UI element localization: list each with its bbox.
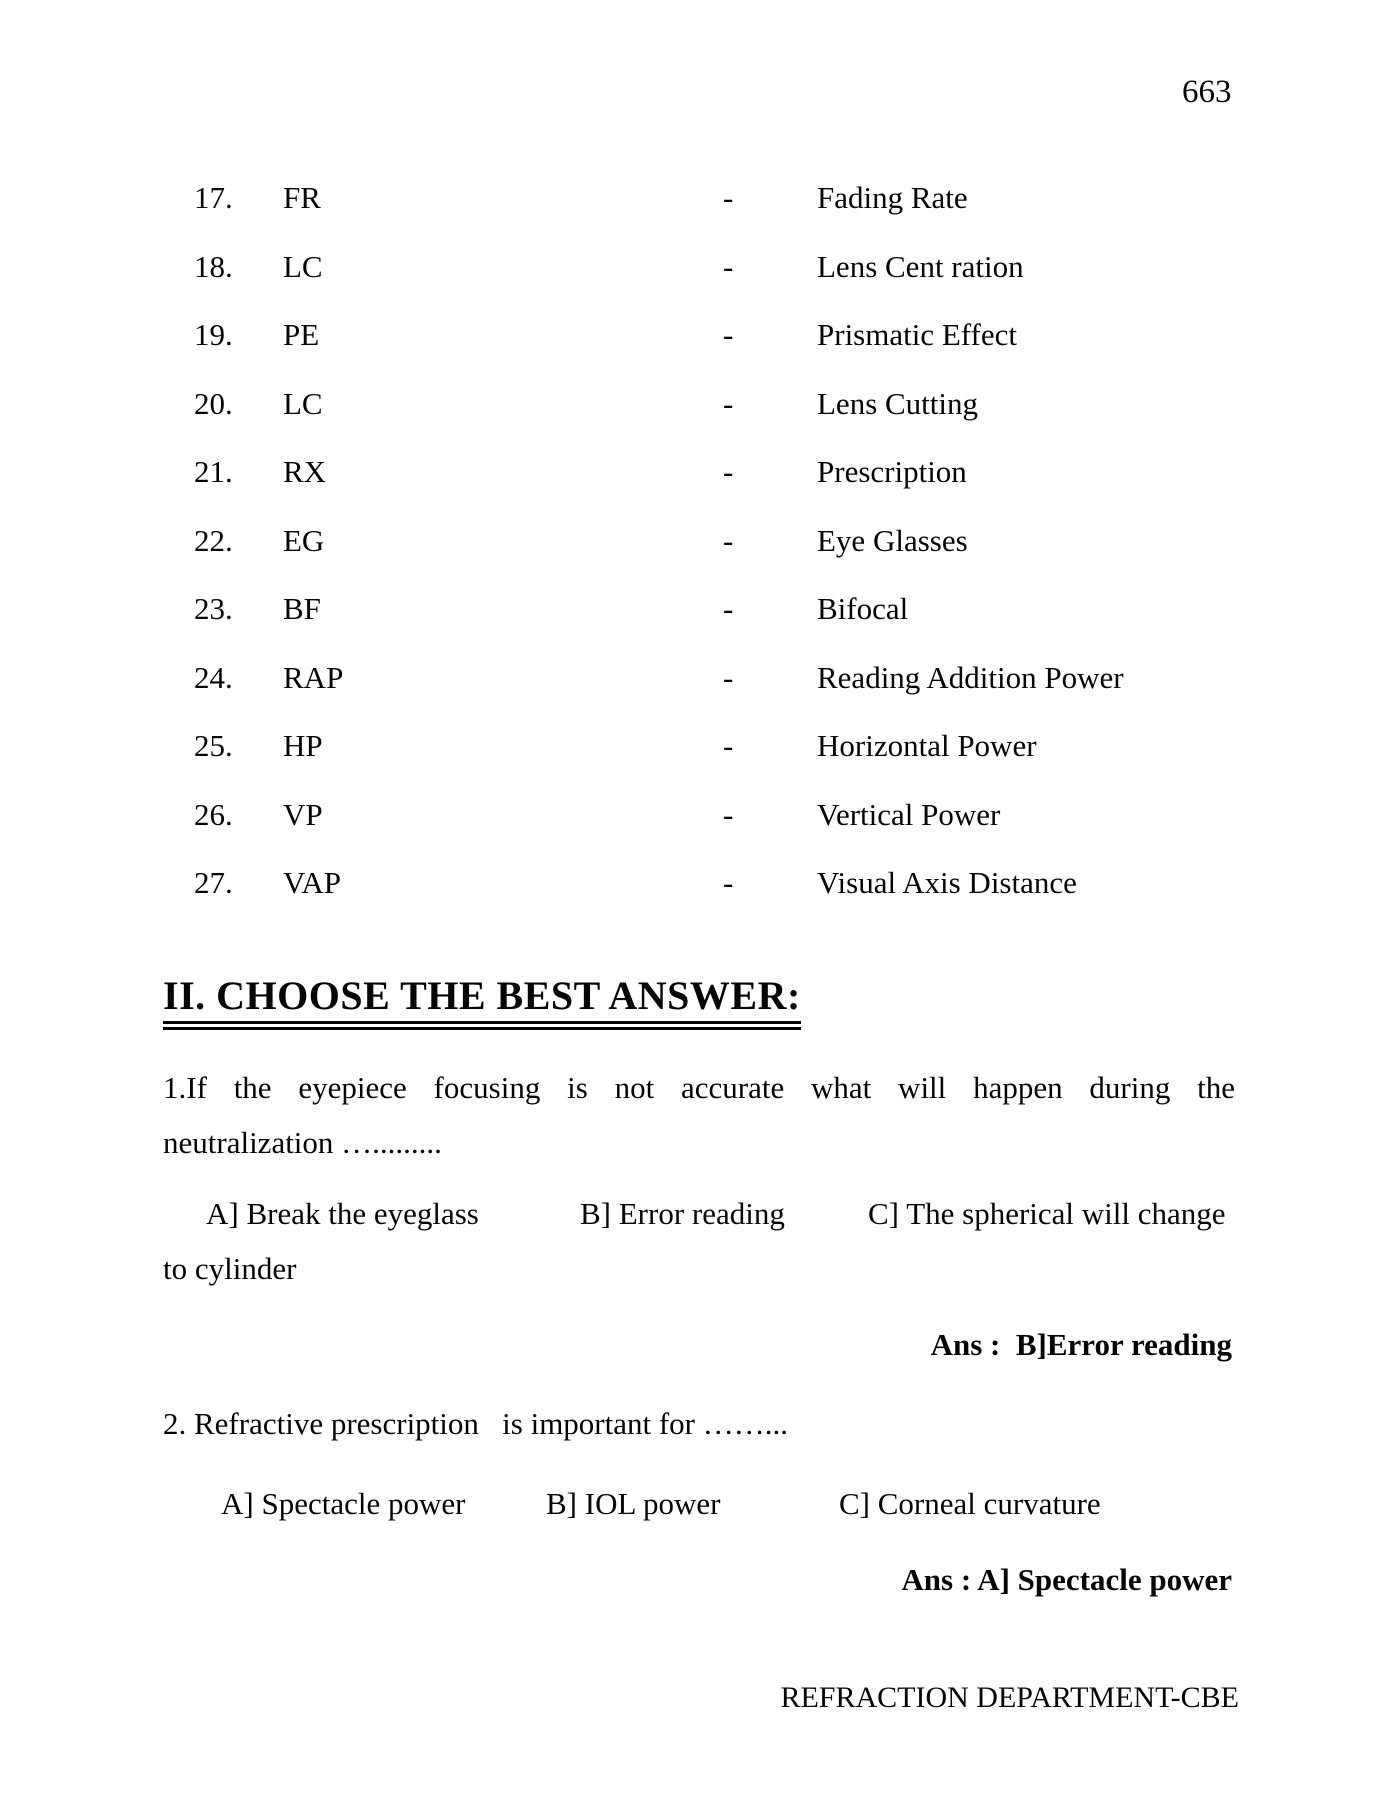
abbreviation-row — [194, 849, 1271, 918]
abbreviation-row — [194, 370, 1271, 439]
item-dash: - — [723, 796, 734, 832]
item-meaning: Horizontal Power — [817, 728, 1037, 763]
item-dash: - — [723, 865, 734, 900]
item-meaning: Vertical Power — [817, 796, 1001, 832]
item-abbr: LC — [283, 385, 323, 421]
question-2-text: 2. Refractive prescription is important for ……... — [163, 1406, 789, 1441]
item-number: 21. — [194, 454, 233, 489]
page-number: 663 — [1182, 74, 1232, 110]
item-meaning: Lens Cent ration — [817, 248, 1024, 284]
item-number: 25. — [194, 728, 233, 763]
item-abbr: PE — [283, 317, 320, 352]
item-number: 23. — [194, 591, 233, 626]
item-meaning: Prescription — [817, 454, 967, 489]
item-number: 19. — [194, 317, 233, 352]
item-meaning: Visual Axis Distance — [817, 865, 1077, 900]
item-abbr: HP — [283, 728, 323, 763]
item-abbr: FR — [283, 180, 321, 215]
abbreviation-row — [194, 164, 1271, 233]
section-heading-text: II. CHOOSE THE BEST ANSWER: — [163, 972, 801, 1030]
item-meaning: Prismatic Effect — [817, 317, 1018, 352]
item-abbr: BF — [283, 591, 321, 626]
question-2-options — [163, 1486, 1263, 1526]
item-number: 20. — [194, 385, 233, 421]
question-1-option-c-wrap: to cylinder — [163, 1251, 297, 1286]
question-2-answer: Ans : A] Spectacle power — [901, 1562, 1232, 1597]
item-dash: - — [723, 248, 734, 284]
item-number: 26. — [194, 796, 233, 832]
abbreviation-row — [194, 507, 1271, 576]
question-1-line-1: 1.If the eyepiece focusing is not accurate what will happen during the — [163, 1070, 1235, 1105]
abbreviation-list — [194, 164, 1271, 918]
item-meaning: Lens Cutting — [817, 385, 979, 421]
item-abbr: RX — [283, 454, 327, 489]
abbreviation-row — [194, 233, 1271, 302]
item-abbr: VAP — [283, 865, 342, 900]
abbreviation-row — [194, 781, 1271, 850]
item-abbr: VP — [283, 796, 323, 832]
question-1-options — [163, 1196, 1263, 1236]
item-dash: - — [723, 180, 734, 215]
abbreviation-row — [194, 301, 1271, 370]
question-1-option-b: B] Error reading — [580, 1196, 785, 1231]
item-meaning: Eye Glasses — [817, 522, 968, 558]
question-1-line-2: neutralization …......... — [163, 1125, 442, 1160]
question-1-option-c: C] The spherical will change — [868, 1196, 1226, 1231]
item-abbr: EG — [283, 522, 325, 558]
item-abbr: RAP — [283, 659, 344, 695]
question-2-option-b: B] IOL power — [546, 1486, 721, 1521]
item-dash: - — [723, 728, 734, 763]
item-number: 27. — [194, 865, 233, 900]
section-heading — [163, 972, 801, 1030]
question-1-option-a: A] Break the eyeglass — [206, 1196, 479, 1231]
item-number: 17. — [194, 180, 233, 215]
item-dash: - — [723, 659, 734, 695]
item-number: 22. — [194, 522, 233, 558]
item-number: 24. — [194, 659, 233, 695]
question-1-answer: Ans : B]Error reading — [930, 1327, 1232, 1362]
page-footer: REFRACTION DEPARTMENT-CBE — [780, 1681, 1239, 1714]
question-2-option-c: C] Corneal curvature — [839, 1486, 1101, 1521]
item-number: 18. — [194, 248, 233, 284]
item-meaning: Bifocal — [817, 591, 909, 626]
item-dash: - — [723, 385, 734, 421]
abbreviation-row — [194, 438, 1271, 507]
item-dash: - — [723, 317, 734, 352]
abbreviation-row — [194, 575, 1271, 644]
item-abbr: LC — [283, 248, 323, 284]
question-1-text — [163, 1060, 1235, 1170]
abbreviation-row — [194, 644, 1271, 713]
item-dash: - — [723, 454, 734, 489]
abbreviation-row — [194, 712, 1271, 781]
item-dash: - — [723, 522, 734, 558]
item-meaning: Fading Rate — [817, 180, 968, 215]
item-meaning: Reading Addition Power — [817, 659, 1124, 695]
item-dash: - — [723, 591, 734, 626]
question-2-option-a: A] Spectacle power — [221, 1486, 466, 1521]
